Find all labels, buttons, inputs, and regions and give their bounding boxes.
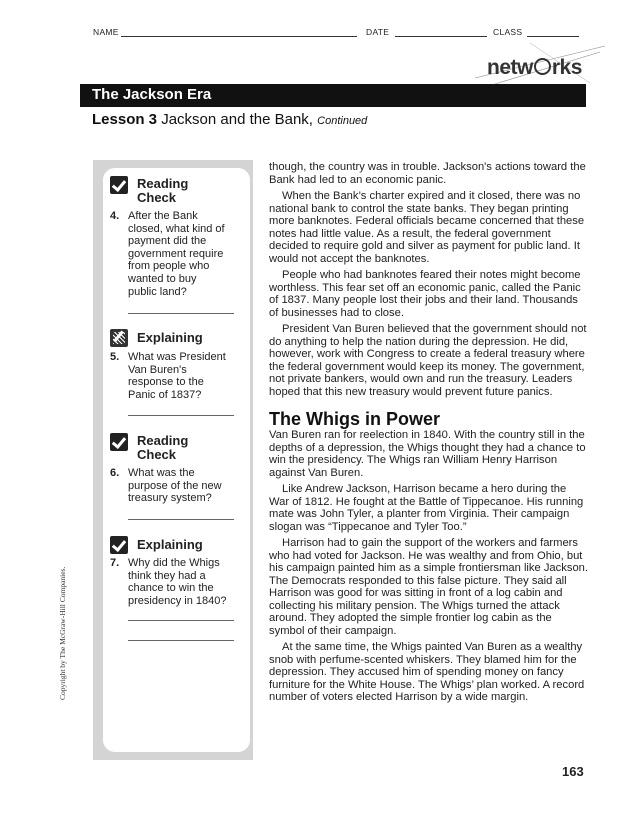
globe-icon bbox=[534, 58, 551, 75]
reading-check-heading: Reading Check bbox=[137, 176, 189, 205]
date-input-line[interactable] bbox=[395, 27, 487, 37]
answer-line[interactable] bbox=[128, 519, 234, 520]
copyright-notice: Copyright by The McGraw-Hill Companies. bbox=[58, 566, 67, 700]
answer-line[interactable] bbox=[128, 620, 234, 621]
body-text bbox=[269, 161, 589, 708]
lesson-heading bbox=[92, 111, 367, 128]
name-field-label: NAME bbox=[93, 27, 357, 37]
explaining-heading: Explaining bbox=[137, 537, 203, 552]
name-input-line[interactable] bbox=[121, 27, 357, 37]
paragraph: Like Andrew Jackson, Harrison became a hero during the War of 1812. He fought at the Battle of Tippecanoe. His running mate was John Tyler, a planter from Virginia. Their campaign slogan was “Tippecanoe and Tyler Too.” bbox=[269, 483, 584, 533]
paragraph: President Van Buren believed that the government should not do anything to help the nation during the depression. He did, however, work with Congress to create a federal treasury where the federal government would keep its money. The government, not private bankers, would own and run the treasury. Leaders hoped that this new treasury would prevent future panics. bbox=[269, 323, 587, 398]
check-icon bbox=[110, 433, 128, 451]
pencil-icon bbox=[110, 329, 128, 347]
question-text: After the Bank closed, what kind of payment did the government require from people who wanted to buy public land? bbox=[128, 210, 225, 298]
question-text: What was the purpose of the new treasury system? bbox=[128, 467, 222, 505]
section-heading: The Whigs in Power bbox=[269, 409, 441, 429]
reading-check-heading: Reading Check bbox=[137, 433, 189, 462]
check-icon bbox=[110, 536, 128, 554]
explaining-heading: Explaining bbox=[137, 330, 203, 345]
page-number: 163 bbox=[562, 764, 584, 779]
class-input-line[interactable] bbox=[527, 27, 579, 37]
paragraph: though, the country was in trouble. Jackson's actions toward the Bank had led to an economic panic. bbox=[269, 161, 586, 186]
lesson-title: Jackson and the Bank, bbox=[161, 111, 313, 128]
date-field-label: DATE bbox=[366, 27, 487, 37]
lesson-number: Lesson 3 bbox=[92, 111, 158, 128]
class-field-label: CLASS bbox=[493, 27, 579, 37]
answer-line[interactable] bbox=[128, 640, 234, 641]
answer-line[interactable] bbox=[128, 313, 234, 314]
question-number: 5. bbox=[110, 351, 120, 363]
paragraph: When the Bank’s charter expired and it closed, there was no national bank to control the state banks. They began printing more banknotes. Federal officials became concerned that these notes had little value. As a result, the federal government decided to require gold and silver as payment for public land. It would not accept the banknotes. bbox=[269, 190, 585, 265]
paragraph: Van Buren ran for reelection in 1840. With the country still in the depths of a depression, the Whigs thought they had a chance to win the presidency. The Whigs ran William Henry Harrison against Van Buren. bbox=[269, 429, 586, 479]
continued-label: Continued bbox=[317, 115, 368, 127]
paragraph: People who had banknotes feared their notes might become worthless. This fear set off an economic panic, called the Panic of 1837. Many people lost their jobs and their land. Thousands of businesses had to close. bbox=[269, 269, 581, 319]
question-text: Why did the Whigs think they had a chance to win the presidency in 1840? bbox=[128, 557, 227, 607]
question-text: What was President Van Buren's response to the Panic of 1837? bbox=[128, 351, 226, 401]
unit-title: The Jackson Era bbox=[92, 86, 212, 103]
networks-logo: netw rks bbox=[487, 56, 582, 79]
question-number: 4. bbox=[110, 210, 120, 222]
question-number: 7. bbox=[110, 557, 120, 569]
paragraph: At the same time, the Whigs painted Van Buren as a wealthy snob with perfume-scented whiskers. They blamed him for the depression. They accused him of spending money on fancy furniture for the White House. The Whigs’ plan worked. A record number of voters elected Harrison by a wide margin. bbox=[269, 641, 585, 703]
question-number: 6. bbox=[110, 467, 120, 479]
paragraph: Harrison had to gain the support of the workers and farmers who had voted for Jackson. He was wealthy and from Ohio, but his campaign painted him as a simple frontiersman like Jackson. The Democrats responded to this false picture. They said all Harrison was good for was sitting in front of a log cabin and collecting his military pension. The Whigs turned the attack around. They adopted the simple frontier log cabin as the symbol of their campaign. bbox=[269, 537, 588, 637]
answer-line[interactable] bbox=[128, 415, 234, 416]
check-icon bbox=[110, 176, 128, 194]
